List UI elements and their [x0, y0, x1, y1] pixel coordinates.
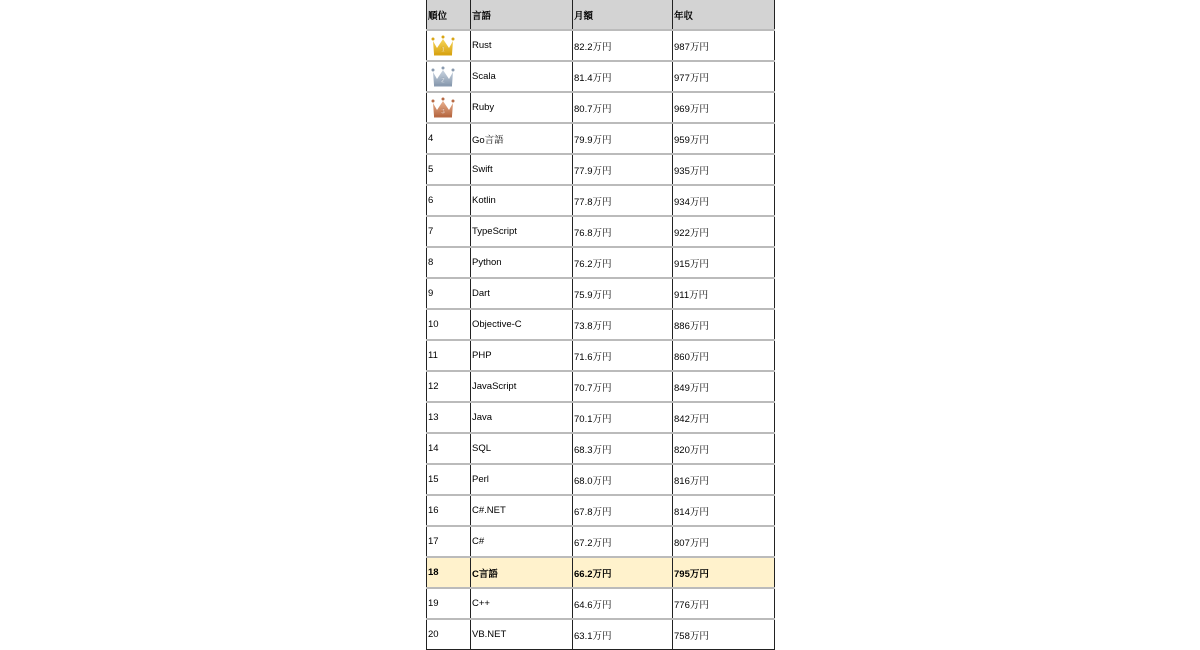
annual-salary-cell: 915万円 — [673, 247, 775, 278]
table-row — [427, 495, 775, 526]
rank-cell: 9 — [427, 278, 471, 309]
language-cell: PHP — [471, 340, 573, 371]
table-row — [427, 123, 775, 154]
monthly-salary-cell: 64.6万円 — [573, 588, 673, 619]
rank-cell: 6 — [427, 185, 471, 216]
language-cell: Python — [471, 247, 573, 278]
rank-cell: 8 — [427, 247, 471, 278]
annual-salary-cell: 987万円 — [673, 30, 775, 61]
language-cell: C言語 — [471, 557, 573, 588]
language-cell: Dart — [471, 278, 573, 309]
monthly-salary-cell: 77.9万円 — [573, 154, 673, 185]
language-cell: Swift — [471, 154, 573, 185]
monthly-salary-cell: 68.3万円 — [573, 433, 673, 464]
silver-crown-icon — [430, 66, 456, 88]
language-cell: C++ — [471, 588, 573, 619]
table-row — [427, 464, 775, 495]
table-row — [427, 92, 775, 123]
language-cell: Java — [471, 402, 573, 433]
table-row — [427, 61, 775, 92]
language-cell: Objective-C — [471, 309, 573, 340]
table-row — [427, 619, 775, 650]
language-cell: Ruby — [471, 92, 573, 123]
rank-cell: 15 — [427, 464, 471, 495]
annual-salary-cell: 795万円 — [673, 557, 775, 588]
annual-salary-cell: 820万円 — [673, 433, 775, 464]
table-row — [427, 433, 775, 464]
rank-cell: 12 — [427, 371, 471, 402]
gold-crown-icon — [430, 35, 456, 57]
table-row — [427, 185, 775, 216]
annual-salary-cell: 969万円 — [673, 92, 775, 123]
annual-salary-cell: 860万円 — [673, 340, 775, 371]
rank-cell: 11 — [427, 340, 471, 371]
annual-salary-cell: 911万円 — [673, 278, 775, 309]
rank-cell: 4 — [427, 123, 471, 154]
rank-cell: 18 — [427, 557, 471, 588]
table-row — [427, 30, 775, 61]
monthly-salary-cell: 66.2万円 — [573, 557, 673, 588]
table-row — [427, 371, 775, 402]
monthly-salary-cell: 71.6万円 — [573, 340, 673, 371]
language-cell: TypeScript — [471, 216, 573, 247]
rank-cell: 14 — [427, 433, 471, 464]
annual-salary-cell: 849万円 — [673, 371, 775, 402]
table-row — [427, 247, 775, 278]
rank-cell: 10 — [427, 309, 471, 340]
monthly-salary-cell: 76.2万円 — [573, 247, 673, 278]
table-row — [427, 526, 775, 557]
table-row — [427, 588, 775, 619]
rank-cell: 7 — [427, 216, 471, 247]
annual-salary-cell: 977万円 — [673, 61, 775, 92]
language-cell: Go言語 — [471, 123, 573, 154]
monthly-salary-cell: 67.8万円 — [573, 495, 673, 526]
monthly-salary-cell: 79.9万円 — [573, 123, 673, 154]
monthly-salary-cell: 80.7万円 — [573, 92, 673, 123]
bronze-crown-icon — [430, 97, 456, 119]
monthly-salary-cell: 77.8万円 — [573, 185, 673, 216]
annual-salary-cell: 807万円 — [673, 526, 775, 557]
language-cell: C#.NET — [471, 495, 573, 526]
language-cell: Kotlin — [471, 185, 573, 216]
language-cell: SQL — [471, 433, 573, 464]
language-cell: C# — [471, 526, 573, 557]
table-row — [427, 216, 775, 247]
header-annual: 年収 — [673, 0, 775, 30]
rank-cell: 13 — [427, 402, 471, 433]
table-row — [427, 278, 775, 309]
annual-salary-cell: 842万円 — [673, 402, 775, 433]
monthly-salary-cell: 67.2万円 — [573, 526, 673, 557]
table-body — [427, 30, 775, 650]
annual-salary-cell: 959万円 — [673, 123, 775, 154]
rank-cell — [427, 30, 471, 61]
language-cell: JavaScript — [471, 371, 573, 402]
header-language: 言語 — [471, 0, 573, 30]
table-header-row — [427, 0, 775, 30]
rank-cell: 20 — [427, 619, 471, 650]
monthly-salary-cell: 68.0万円 — [573, 464, 673, 495]
table-row — [427, 402, 775, 433]
language-cell: Scala — [471, 61, 573, 92]
monthly-salary-cell: 76.8万円 — [573, 216, 673, 247]
annual-salary-cell: 814万円 — [673, 495, 775, 526]
language-cell: VB.NET — [471, 619, 573, 650]
annual-salary-cell: 934万円 — [673, 185, 775, 216]
table-row — [427, 154, 775, 185]
table-row — [427, 557, 775, 588]
monthly-salary-cell: 75.9万円 — [573, 278, 673, 309]
table-row — [427, 309, 775, 340]
crown-rank-number: 2 — [441, 77, 445, 84]
monthly-salary-cell: 73.8万円 — [573, 309, 673, 340]
rank-cell — [427, 61, 471, 92]
language-cell: Perl — [471, 464, 573, 495]
annual-salary-cell: 922万円 — [673, 216, 775, 247]
language-cell: Rust — [471, 30, 573, 61]
rank-cell — [427, 92, 471, 123]
crown-rank-number: 1 — [441, 46, 445, 53]
monthly-salary-cell: 81.4万円 — [573, 61, 673, 92]
annual-salary-cell: 816万円 — [673, 464, 775, 495]
monthly-salary-cell: 70.7万円 — [573, 371, 673, 402]
header-monthly: 月額 — [573, 0, 673, 30]
annual-salary-cell: 758万円 — [673, 619, 775, 650]
rank-cell: 17 — [427, 526, 471, 557]
rank-cell: 5 — [427, 154, 471, 185]
crown-rank-number: 3 — [441, 108, 445, 115]
salary-ranking-table — [426, 0, 775, 650]
table-row — [427, 340, 775, 371]
annual-salary-cell: 886万円 — [673, 309, 775, 340]
rank-cell: 16 — [427, 495, 471, 526]
annual-salary-cell: 776万円 — [673, 588, 775, 619]
monthly-salary-cell: 70.1万円 — [573, 402, 673, 433]
header-rank: 順位 — [427, 0, 471, 30]
monthly-salary-cell: 63.1万円 — [573, 619, 673, 650]
rank-cell: 19 — [427, 588, 471, 619]
annual-salary-cell: 935万円 — [673, 154, 775, 185]
monthly-salary-cell: 82.2万円 — [573, 30, 673, 61]
